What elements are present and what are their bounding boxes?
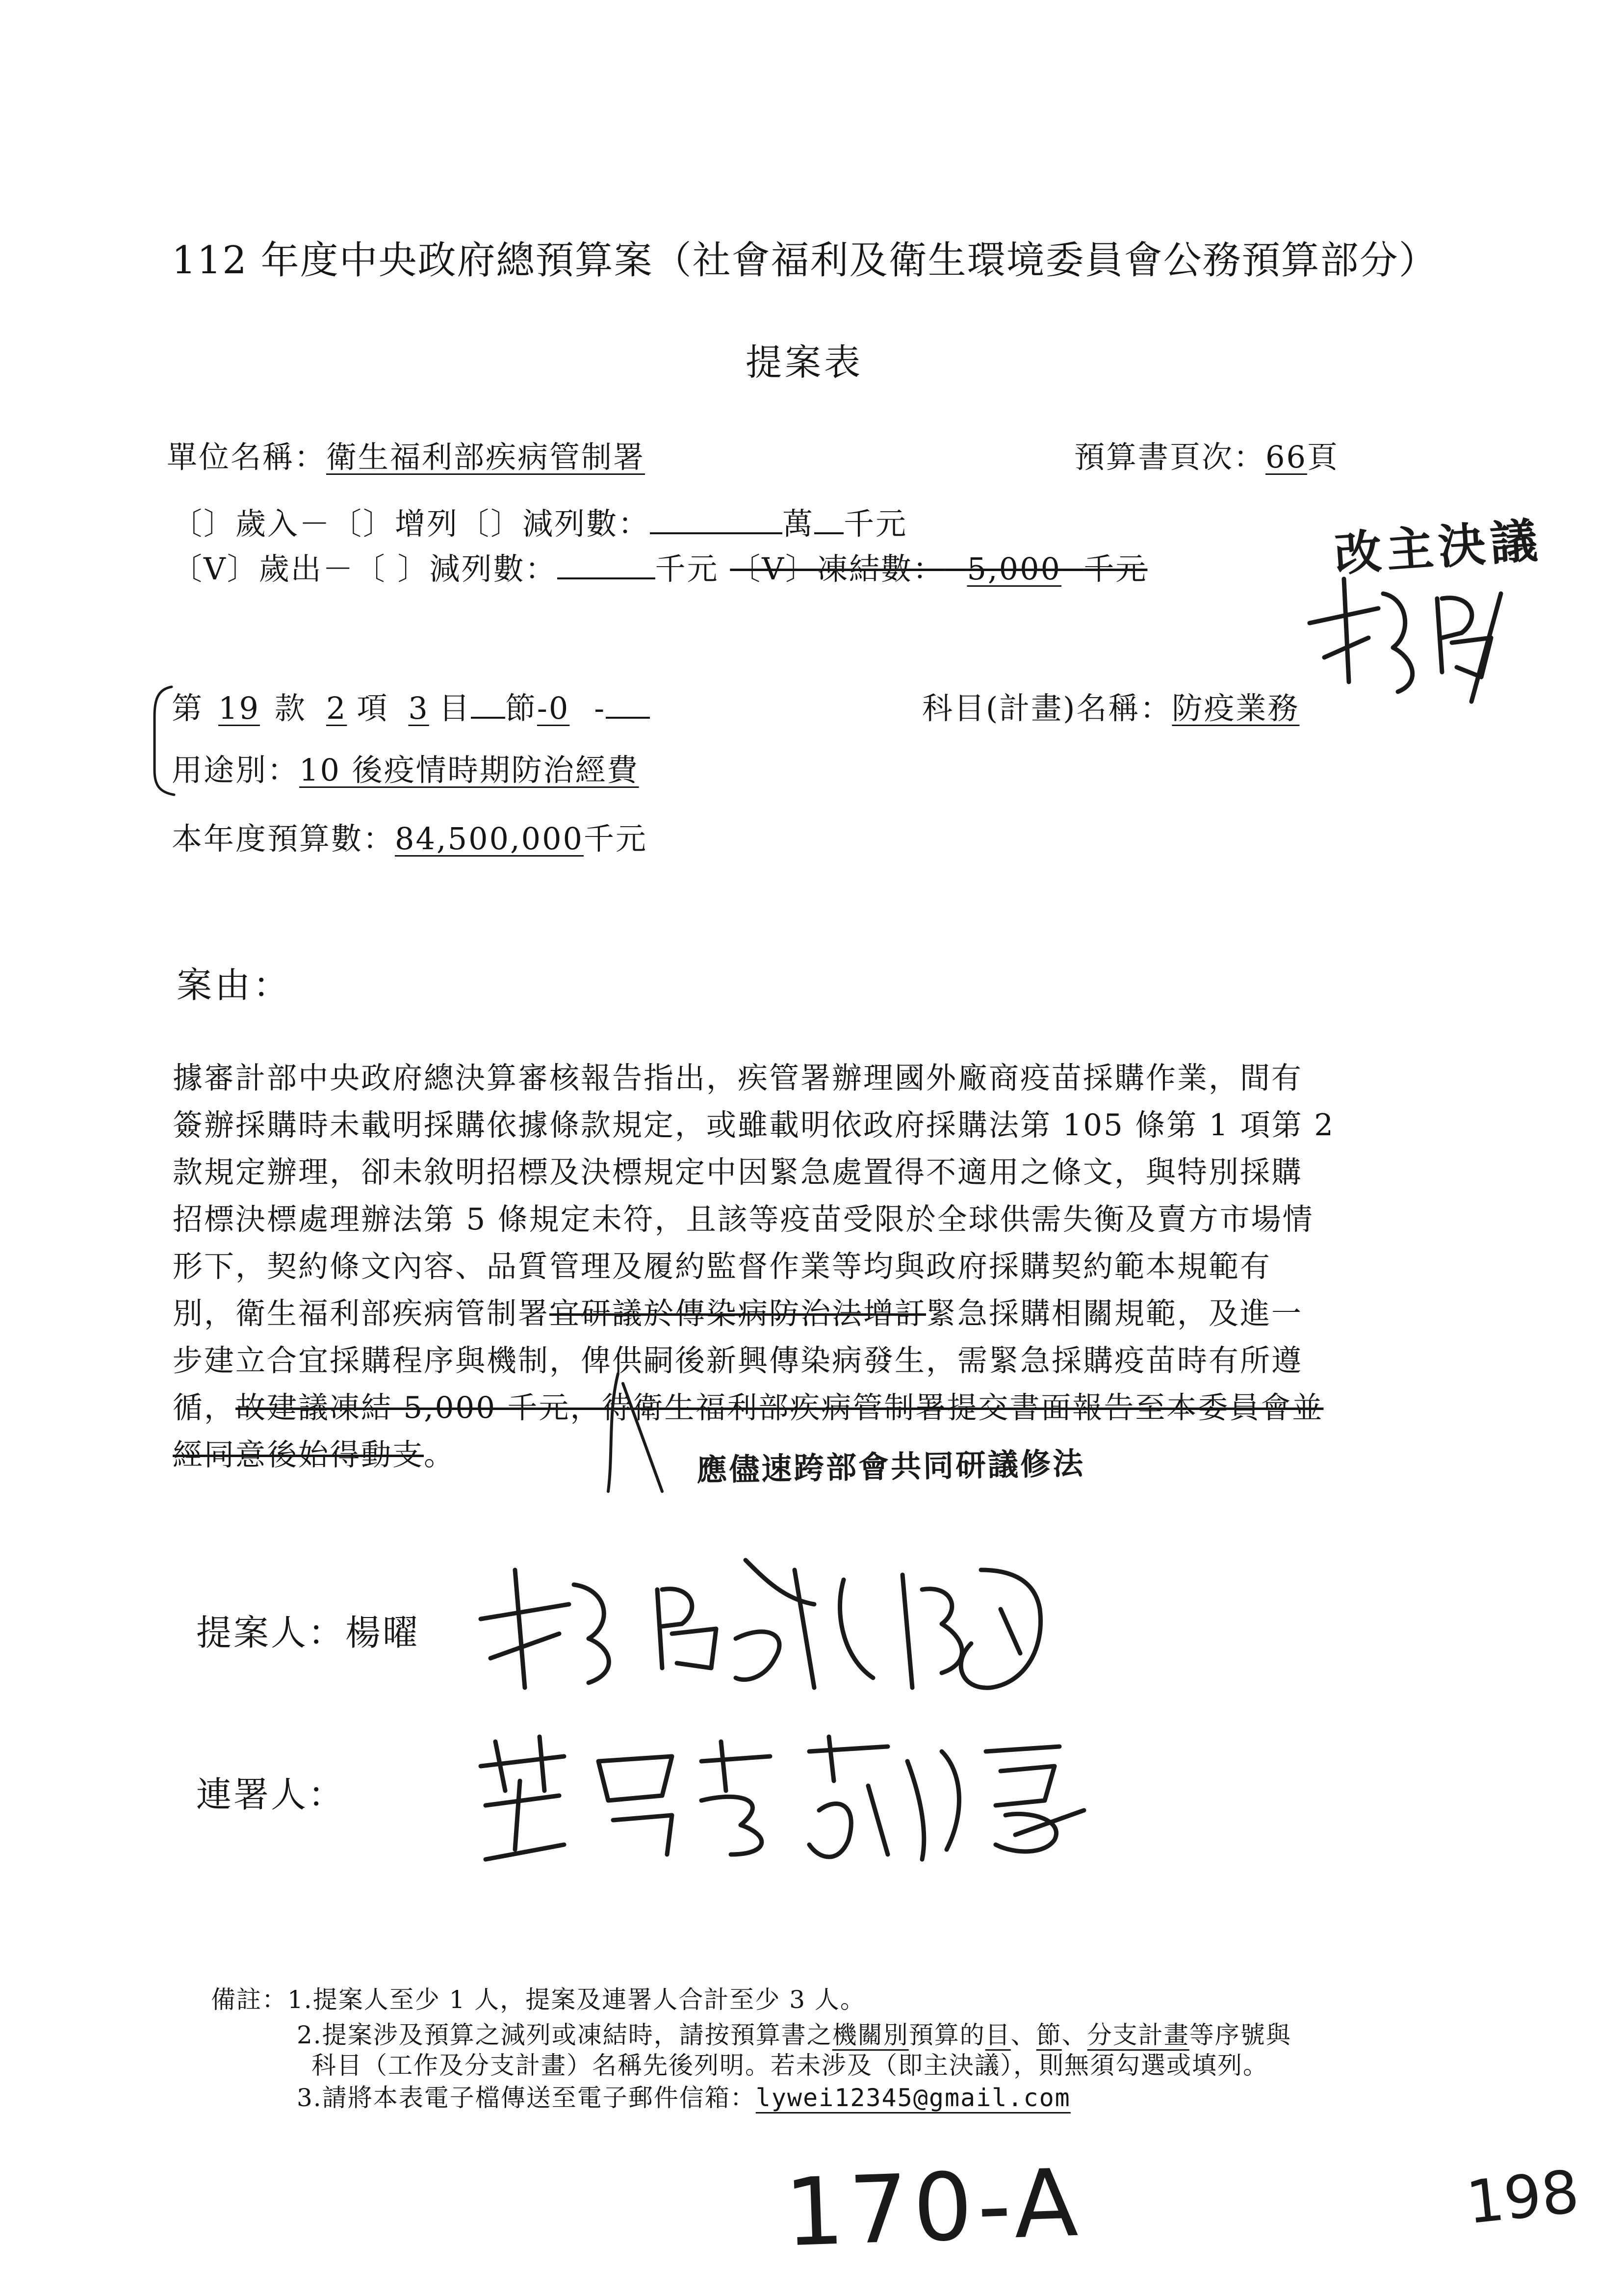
budget-unit: 千元 [584, 821, 648, 857]
handwritten-annotation-main-resolution: 改主決議 [1333, 513, 1544, 582]
jie-blank [471, 688, 505, 719]
cosigner-label: 連署人： [196, 1774, 346, 1815]
jie-value: -0 [537, 690, 570, 726]
unit-value: 衛生福利部疾病管制署 [326, 439, 645, 475]
notes-label: 備註： [211, 1985, 287, 2014]
reason-text: 緊急採購相關規範，及進一 [926, 1296, 1303, 1331]
page-ref-row [1074, 433, 1339, 476]
signature-yang-top [1295, 564, 1521, 726]
expense-kind: 歲出－ [258, 551, 355, 587]
section-row [172, 684, 650, 728]
expense-line [172, 545, 1147, 588]
revenue-unit-wan: 萬 [782, 506, 815, 542]
handwritten-page-number: 198 [1463, 2158, 1582, 2238]
proposer-label: 提案人： [196, 1612, 346, 1653]
proposer-name: 楊曜 [345, 1612, 420, 1653]
kuan-unit: 款 [274, 690, 307, 726]
signature-proposer [471, 1540, 1089, 1697]
jie-unit: 節 [505, 690, 537, 726]
expense-cut: 減列數： [429, 551, 557, 587]
reason-body [173, 1055, 1335, 1479]
reason-line: 步建立合宜採購程序與機制，俾供嗣後新興傳染病發生，需緊急採購疫苗時有所遵 [173, 1343, 1303, 1378]
note-2-continued: 科目（工作及分支計畫）名稱先後列明。若未涉及（即主決議），則無須勾選或填列。 [311, 2051, 1268, 2080]
xiang-value: 2 [326, 690, 347, 726]
handwritten-stamp-number: 170-A [783, 2148, 1084, 2268]
purpose-row [172, 746, 639, 789]
purpose-label: 用途別： [172, 752, 300, 788]
revenue-cut-check: 〔〕 [459, 506, 523, 542]
kuan-prefix: 第 [172, 690, 204, 726]
revenue-unit-qian: 千元 [844, 506, 908, 542]
reason-line: 形下，契約條文內容、品質管理及履約監督作業等均與政府採購契約範本規範有 [173, 1249, 1272, 1284]
section-dash: - [594, 690, 606, 726]
reason-line [173, 1290, 1335, 1337]
freeze-group [730, 551, 1147, 587]
reason-text: 循， [173, 1390, 236, 1425]
note-text: 、 [1010, 2021, 1036, 2049]
subject-row [922, 684, 1299, 728]
unit-row [167, 433, 645, 476]
expense-unit-qian: 千元 [655, 551, 719, 587]
reason-line: 招標決標處理辦法第 5 條規定未符，且該等疫苗受限於全球供需失衡及賣方市場情 [173, 1202, 1314, 1237]
revenue-add-check: 〔〕 [331, 506, 395, 542]
expense-check: 〔V〕 [172, 551, 259, 587]
proposer-row [196, 1604, 420, 1655]
note-text: 1.提案人至少 1 人，提案及連署人合計至少 3 人。 [287, 1985, 866, 2014]
page-ref-label: 預算書頁次： [1074, 439, 1266, 475]
budget-label: 本年度預算數： [172, 821, 395, 857]
note-text: 等序號與 [1189, 2021, 1291, 2049]
handwritten-insertion: 應儘速跨部會共同研議修法 [696, 1445, 1085, 1488]
reason-text: 。 [424, 1437, 456, 1472]
budget-value: 84,500,000 [395, 821, 584, 857]
note-text: 3.請將本表電子檔傳送至電子郵件信箱： [297, 2084, 756, 2112]
reason-struck-text: 經同意後始得動支 [173, 1437, 424, 1472]
note-text: 、 [1061, 2021, 1087, 2049]
freeze-label: 凍結數： [817, 551, 945, 587]
document-subtitle: 提案表 [746, 341, 863, 384]
revenue-cut: 減列數： [522, 506, 650, 542]
reason-line: 簽辦採購時未載明採購依據條款規定，或雖載明依政府採購法第 105 條第 1 項第 2 [173, 1108, 1335, 1143]
revenue-wan-blank [650, 503, 782, 534]
subject-value: 防疫業務 [1172, 690, 1300, 726]
mu-value: 3 [408, 690, 429, 726]
mu-unit: 目 [438, 690, 471, 726]
page-ref-value: 66 [1265, 439, 1307, 475]
expense-cut-blank [557, 548, 655, 579]
reason-line: 據審計部中央政府總決算審核報告指出，疾管署辦理國外廠商疫苗採購作業，間有 [173, 1061, 1303, 1096]
xiang-unit: 項 [357, 690, 389, 726]
insertion-caret [603, 1354, 672, 1501]
note-1 [211, 1980, 866, 2015]
budget-row [172, 814, 647, 858]
page-ref-suffix: 頁 [1307, 439, 1339, 475]
note-underlined: 目 [985, 2021, 1011, 2049]
revenue-add: 增列 [395, 506, 459, 542]
reason-struck-text: 宜研議於傳染病防治法增訂 [549, 1296, 927, 1331]
signature-cosigners [466, 1722, 1104, 1869]
section-tail-blank [606, 688, 650, 719]
reason-text: 別，衛生福利部疾病管制署 [173, 1296, 550, 1331]
note-text: 預算的 [908, 2021, 985, 2049]
reason-heading: 案由： [177, 965, 292, 1006]
note-text: 2.提案涉及預算之減列或凍結時，請按預算書之 [297, 2021, 832, 2049]
revenue-kind: 歲入－ [235, 506, 332, 542]
email-address: lywei12345@gmail.com [755, 2084, 1071, 2112]
freeze-check: 〔V〕 [730, 551, 818, 587]
purpose-value: 10 後疫情時期防治經費 [299, 752, 639, 788]
note-underlined: 節 [1036, 2021, 1062, 2049]
revenue-check: 〔〕 [172, 506, 236, 542]
document-title: 112 年度中央政府總預算案（社會福利及衛生環境委員會公務預算部分） [172, 238, 1438, 283]
reason-struck-text: 故建議凍結 5,000 千元，待衛生福利部疾病管制署提交書面報告至本委員會並 [235, 1390, 1324, 1425]
freeze-value: 5,000 [967, 551, 1061, 587]
reason-line [173, 1384, 1335, 1432]
note-underlined: 分支計畫 [1087, 2021, 1189, 2049]
revenue-line [172, 499, 907, 543]
unit-label: 單位名稱： [167, 439, 327, 475]
subject-label: 科目(計畫)名稱： [922, 690, 1172, 726]
note-3 [297, 2078, 1208, 2113]
kuan-value: 19 [218, 690, 260, 726]
revenue-qian-blank [814, 503, 844, 534]
note-underlined: 機關別 [832, 2021, 909, 2049]
expense-cut-check: 〔 〕 [354, 551, 430, 587]
freeze-unit: 千元 [1083, 551, 1148, 587]
reason-line: 款規定辦理，卻未敘明招標及決標規定中因緊急處置得不適用之條文，與特別採購 [173, 1155, 1303, 1190]
